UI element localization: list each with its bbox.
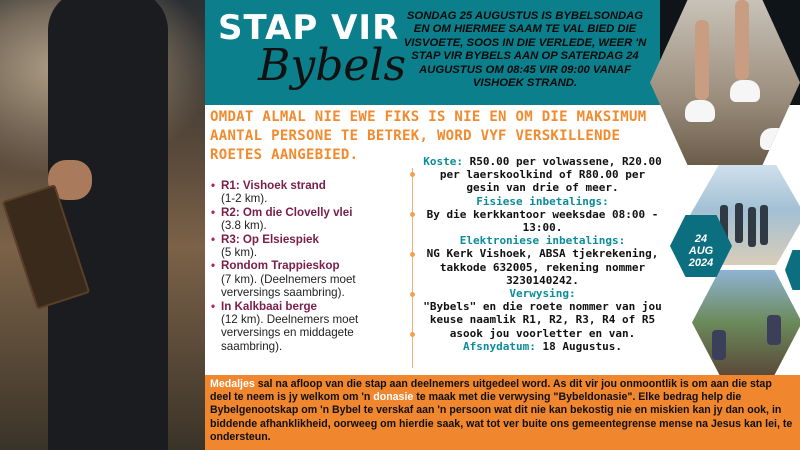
shoe bbox=[730, 80, 760, 102]
divider-dot bbox=[410, 212, 415, 217]
route-detail: (7 km). (Deelnemers moet verversings saambring). bbox=[221, 272, 356, 300]
route-name: Rondom Trappieskop bbox=[221, 259, 340, 273]
hiker bbox=[712, 330, 726, 360]
route-list bbox=[211, 179, 411, 353]
divider-line bbox=[412, 168, 413, 368]
payment-info bbox=[420, 155, 665, 353]
cost-label: Koste: bbox=[423, 155, 464, 168]
date-year: 2024 bbox=[688, 257, 714, 269]
list-item bbox=[211, 233, 411, 260]
date-day: 24 bbox=[694, 233, 708, 245]
divider-dot bbox=[410, 292, 415, 297]
headline: OMDAT ALMAL NIE EWE FIKS IS NIE EN OM DIE MAKSIMUM AANTAL PERSONE TE BETREK, WORD VYF VERSKILLENDE ROETES AANGEBIED. bbox=[210, 109, 647, 163]
title-bybels: Bybels bbox=[258, 40, 407, 91]
intro-text: SONDAG 25 AUGUSTUS IS BYBELSONDAG EN OM HIERMEE SAAM TE VAL BIED DIE VISVOETE, SOOS IN DIE VERLEDE, WEER 'N STAP VIR BYBELS AAN OP SATERDAG 24 AUGUSTUS OM 08:45 VIR 09:00 VANAF VISHOEK STRAND. bbox=[403, 10, 647, 90]
divider-dot bbox=[410, 252, 415, 257]
physical-payment-label: Fisiese inbetalings: bbox=[476, 194, 609, 208]
footer-text bbox=[210, 378, 795, 444]
route-name: In Kalkbaai berge bbox=[221, 299, 318, 313]
title-stap-vir: STAP VIR bbox=[218, 8, 400, 48]
divider-dot bbox=[410, 332, 415, 337]
date-month: AUG bbox=[688, 245, 714, 257]
reference-label: Verwysing: bbox=[509, 287, 576, 301]
list-item bbox=[211, 206, 411, 233]
cost-text: R50.00 per volwassene, R20.00 per laerskoolkind of R80.00 per gesin van drie of meer. bbox=[439, 155, 662, 195]
walker bbox=[748, 207, 756, 247]
route-detail: (12 km). Deelnemers moet verversings en middagete saambring). bbox=[221, 313, 359, 353]
route-name: R2: Om die Clovelly vlei bbox=[221, 205, 353, 219]
footer-part-1: sal na afloop van die stap aan deelnemers uitgedeel word. As dit vir jou onmoontlik is om aan die stap deel te neem is jy welkom om 'n bbox=[210, 378, 772, 404]
leg bbox=[735, 0, 749, 80]
date-badge-text bbox=[670, 233, 732, 269]
reference-text: "Bybels" en die roete nommer van jou keuse naamlik R1, R2, R3, R4 of R5 asook jou voorletter en van. bbox=[423, 300, 662, 340]
closing-date-line bbox=[420, 340, 665, 353]
walker bbox=[760, 205, 768, 245]
list-item bbox=[211, 259, 411, 299]
route-name: R1: Vishoek strand bbox=[221, 179, 326, 192]
route-detail: (5 km). bbox=[221, 246, 258, 260]
route-detail: (1-2 km). bbox=[221, 192, 268, 206]
medals-highlight: Medaljes bbox=[210, 378, 255, 390]
hiker bbox=[767, 315, 781, 345]
route-detail: (3.8 km). bbox=[221, 219, 267, 233]
shoe bbox=[685, 100, 715, 122]
closing-date-text: 18 Augustus. bbox=[542, 339, 622, 353]
cost-line bbox=[420, 155, 665, 195]
electronic-payment-label: Elektroniese inbetalings: bbox=[459, 234, 626, 248]
donation-highlight: donasie bbox=[373, 391, 414, 404]
footer-part-2: te maak met die verwysing "Bybeldonasie". Elke bedrag help die Bybelgenootskap om 'n Bybel te verskaf aan 'n persoon wat dit nie kan bekostig nie en miskien kan jy dan ook, in biddende afhanklikheid, oorweeg om hierdie saak, wat tot ver buite ons gemeentegrense mense na Jesus kan lei, te ondersteun. bbox=[210, 391, 793, 443]
leg bbox=[695, 20, 709, 100]
list-item bbox=[211, 179, 411, 206]
walker bbox=[735, 203, 743, 243]
closing-date-label: Afsnydatum: bbox=[463, 339, 536, 353]
divider-dot bbox=[410, 172, 415, 177]
electronic-payment-text: NG Kerk Vishoek, ABSA tjekrekening, takkode 632005, rekening nommer 3230140242. bbox=[426, 247, 659, 287]
physical-payment-text: By die kerkkantoor weeksdae 08:00 - 13:00. bbox=[426, 207, 659, 235]
person-with-bible-photo bbox=[0, 0, 205, 450]
route-name: R3: Op Elsiespiek bbox=[221, 232, 319, 246]
list-item bbox=[211, 300, 411, 354]
